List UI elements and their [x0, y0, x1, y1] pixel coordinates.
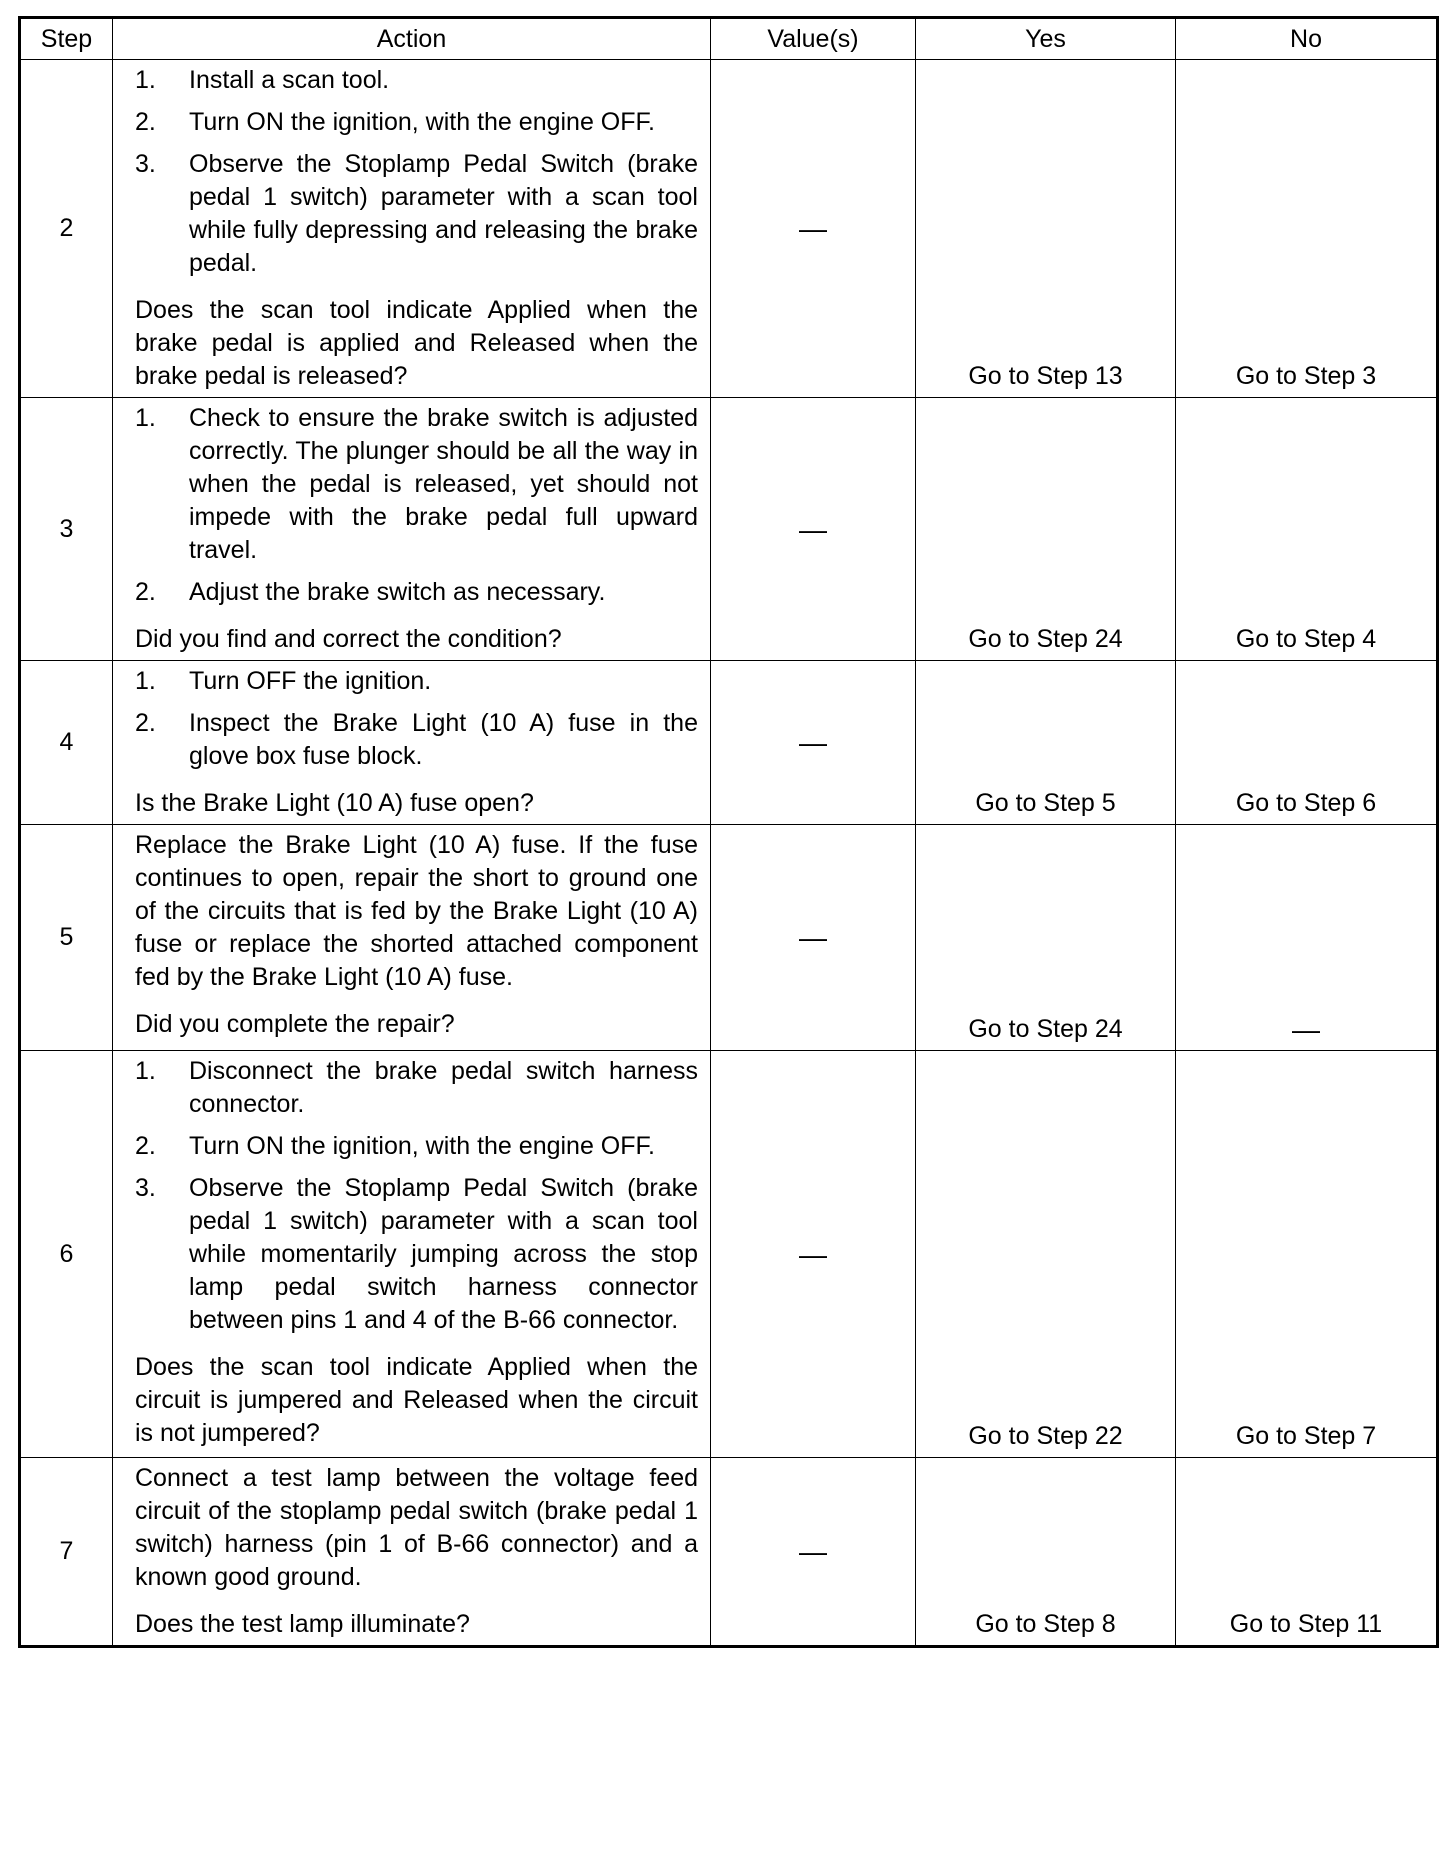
- action-item-text: Check to ensure the brake switch is adjusted correctly. The plunger should be all the way in when the pedal is released, yet should not impede with the brake pedal full upward travel.: [189, 404, 698, 564]
- action-item-number: 2.: [135, 1132, 156, 1160]
- step-number: 6: [20, 1051, 113, 1458]
- step-number: 7: [20, 1458, 113, 1647]
- table-row: [20, 1458, 1438, 1647]
- action-item-text: Turn ON the ignition, with the engine OFF.: [189, 1132, 655, 1160]
- action-item: [135, 1130, 698, 1163]
- value-cell: —: [711, 60, 916, 398]
- table-row: [20, 1051, 1438, 1458]
- action-steps: [135, 64, 698, 280]
- yes-cell: Go to Step 22: [916, 1051, 1176, 1458]
- table-row: [20, 398, 1438, 661]
- action-item-text: Inspect the Brake Light (10 A) fuse in the glove box fuse block.: [189, 709, 698, 770]
- action-item: [135, 1172, 698, 1337]
- no-cell: Go to Step 11: [1176, 1458, 1438, 1647]
- action-steps: [135, 402, 698, 609]
- table-row: [20, 661, 1438, 825]
- action-item: [135, 707, 698, 773]
- yes-cell: Go to Step 13: [916, 60, 1176, 398]
- action-item-number: 2.: [135, 578, 156, 606]
- value-cell: —: [711, 661, 916, 825]
- step-number: 2: [20, 60, 113, 398]
- value-cell: —: [711, 398, 916, 661]
- header-no: No: [1176, 18, 1438, 60]
- action-item-number: 1.: [135, 667, 156, 695]
- header-step: Step: [20, 18, 113, 60]
- no-cell: Go to Step 7: [1176, 1051, 1438, 1458]
- header-values: Value(s): [711, 18, 916, 60]
- action-item-number: 1.: [135, 404, 156, 432]
- action-item: [135, 148, 698, 280]
- table-row: [20, 60, 1438, 398]
- no-cell: —: [1176, 825, 1438, 1051]
- action-question: Is the Brake Light (10 A) fuse open?: [135, 789, 534, 817]
- action-cell: [113, 661, 711, 825]
- action-item-text: Turn ON the ignition, with the engine OFF.: [189, 108, 655, 136]
- header-yes: Yes: [916, 18, 1176, 60]
- action-item: [135, 402, 698, 567]
- no-cell: Go to Step 6: [1176, 661, 1438, 825]
- action-steps: [135, 665, 698, 773]
- action-question: Does the scan tool indicate Applied when the brake pedal is applied and Released when the brake pedal is released?: [135, 296, 698, 390]
- action-text: Connect a test lamp between the voltage feed circuit of the stoplamp pedal switch (brake pedal 1 switch) harness (pin 1 of B-66 connector) and a known good ground.: [135, 1464, 698, 1591]
- action-item-text: Install a scan tool.: [189, 66, 390, 94]
- action-question: Does the scan tool indicate Applied when the circuit is jumpered and Released when the circuit is not jumpered?: [135, 1353, 698, 1447]
- action-item-text: Observe the Stoplamp Pedal Switch (brake pedal 1 switch) parameter with a scan tool while momentarily jumping across the stop lamp pedal switch harness connector between pins 1 and 4 of the B-66 connector.: [189, 1174, 698, 1334]
- action-text: Replace the Brake Light (10 A) fuse. If the fuse continues to open, repair the short to ground one of the circuits that is fed by the Brake Light (10 A) fuse or replace the shorted attached component fed by the Brake Light (10 A) fuse.: [135, 831, 698, 991]
- yes-cell: Go to Step 24: [916, 825, 1176, 1051]
- action-steps: [135, 1055, 698, 1337]
- action-item-number: 1.: [135, 66, 156, 94]
- no-cell: Go to Step 4: [1176, 398, 1438, 661]
- table-header: [20, 18, 1438, 60]
- action-cell: [113, 1051, 711, 1458]
- action-item: [135, 665, 698, 698]
- action-item-text: Observe the Stoplamp Pedal Switch (brake pedal 1 switch) parameter with a scan tool while fully depressing and releasing the brake pedal.: [189, 150, 698, 277]
- action-question: Does the test lamp illuminate?: [135, 1610, 470, 1638]
- action-item-number: 3.: [135, 150, 156, 178]
- action-item: [135, 106, 698, 139]
- action-item-text: Disconnect the brake pedal switch harness connector.: [189, 1057, 698, 1118]
- table-body: [20, 60, 1438, 1647]
- step-number: 5: [20, 825, 113, 1051]
- action-question: Did you find and correct the condition?: [135, 625, 562, 653]
- header-row: [20, 18, 1438, 60]
- action-item: [135, 576, 698, 609]
- action-cell: [113, 60, 711, 398]
- action-item: [135, 64, 698, 97]
- action-cell: [113, 398, 711, 661]
- action-item-number: 2.: [135, 108, 156, 136]
- table-row: [20, 825, 1438, 1051]
- value-cell: —: [711, 1458, 916, 1647]
- yes-cell: Go to Step 24: [916, 398, 1176, 661]
- yes-cell: Go to Step 5: [916, 661, 1176, 825]
- action-item-number: 1.: [135, 1057, 156, 1085]
- action-cell: [113, 825, 711, 1051]
- action-cell: [113, 1458, 711, 1647]
- action-item-number: 3.: [135, 1174, 156, 1202]
- action-item: [135, 1055, 698, 1121]
- action-item-text: Turn OFF the ignition.: [189, 667, 432, 695]
- action-question: Did you complete the repair?: [135, 1010, 455, 1038]
- header-action: Action: [113, 18, 711, 60]
- value-cell: —: [711, 825, 916, 1051]
- action-item-number: 2.: [135, 709, 156, 737]
- diagnostic-table: [18, 16, 1439, 1648]
- no-cell: Go to Step 3: [1176, 60, 1438, 398]
- step-number: 3: [20, 398, 113, 661]
- yes-cell: Go to Step 8: [916, 1458, 1176, 1647]
- action-item-text: Adjust the brake switch as necessary.: [189, 578, 606, 606]
- step-number: 4: [20, 661, 113, 825]
- value-cell: —: [711, 1051, 916, 1458]
